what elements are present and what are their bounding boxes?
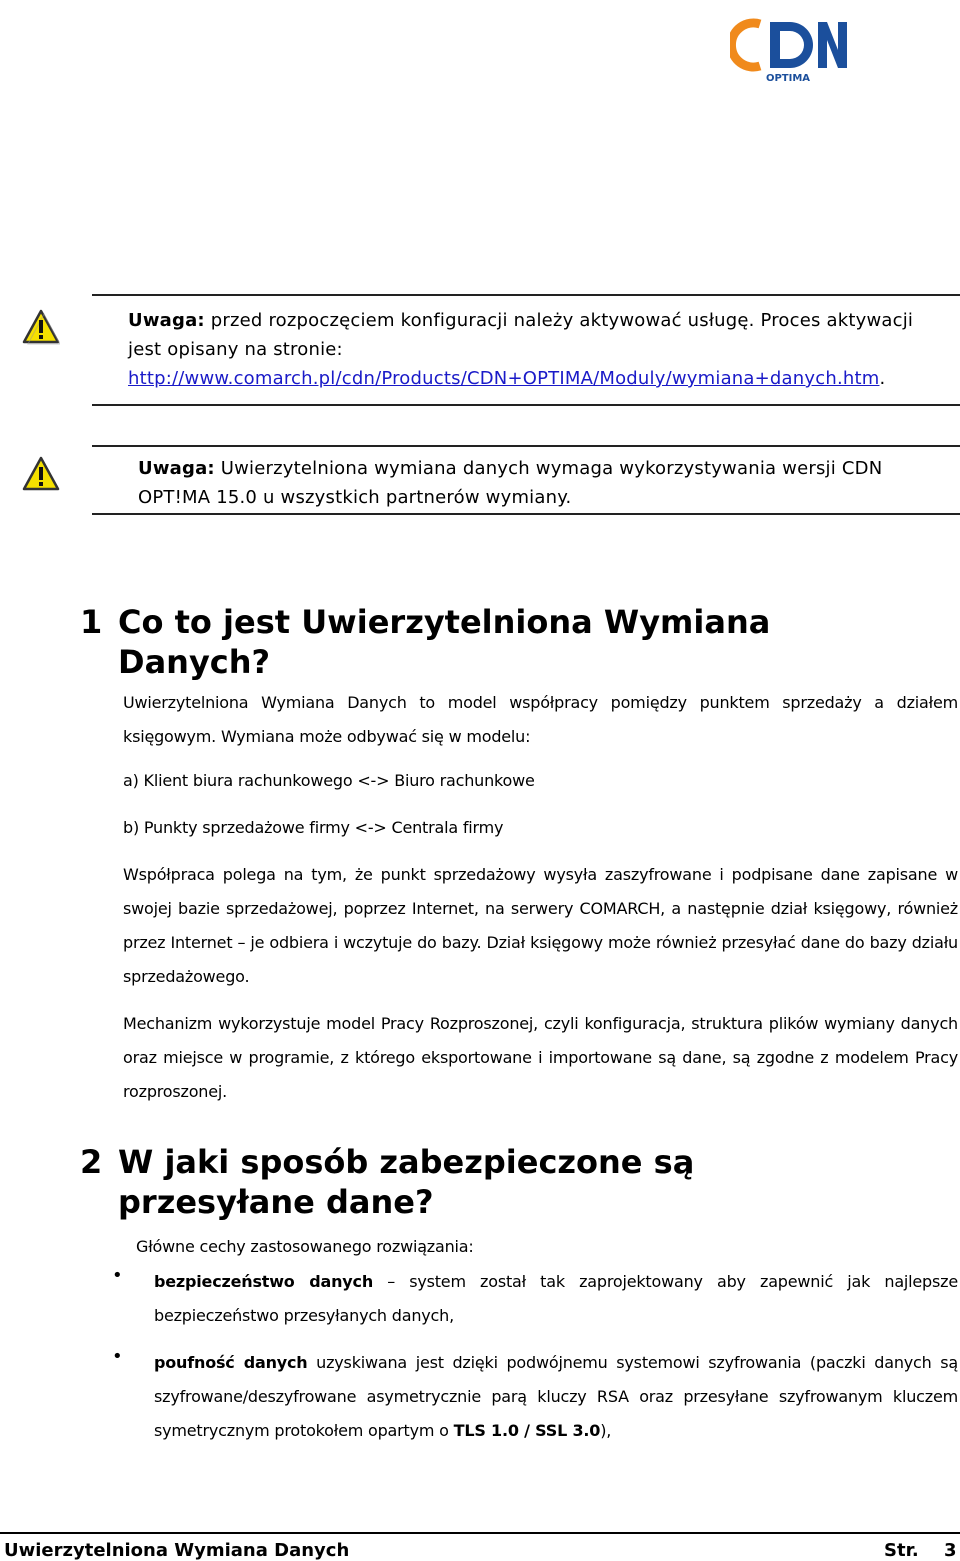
section-number: 1 xyxy=(80,603,103,641)
note-text: Uwierzytelniona wymiana danych wymaga wykorzystywania wersji CDN OPT!MA 15.0 u wszystkich partnerów wymiany. xyxy=(138,458,883,508)
paragraph: Współpraca polega na tym, że punkt sprzedażowy wysyła zaszyfrowane i podpisane dane zapisane w swojej bazie sprzedażowej, poprzez Internet, na serwery COMARCH, a następnie dział księgowy, również przez Internet – je odbiera i wczytuje do bazy. Dział księgowy może również przesyłać dane do bazy działu sprzedażowego. xyxy=(123,865,958,986)
note-label: Uwaga: xyxy=(128,310,205,331)
section-number: 2 xyxy=(80,1143,103,1181)
paragraph: b) Punkty sprzedażowe firmy <-> Centrala firmy xyxy=(123,818,504,837)
bullet-icon: • xyxy=(112,1265,123,1286)
activation-link[interactable]: http://www.comarch.pl/cdn/Products/CDN+OPTIMA/Moduly/wymiana+danych.htm xyxy=(128,368,880,389)
logo-sub-text: OPTIMA xyxy=(765,73,811,84)
section-title: W jaki sposób zabezpieczone są przesyłane dane? xyxy=(118,1143,695,1221)
bullet-icon: • xyxy=(112,1346,123,1367)
warning-note-version xyxy=(92,445,960,515)
page-number: 3 xyxy=(944,1540,957,1561)
paragraph: a) Klient biura rachunkowego <-> Biuro rachunkowe xyxy=(123,771,535,790)
note-label: Uwaga: xyxy=(138,458,215,479)
section-title: Co to jest Uwierzytelniona Wymiana Danych? xyxy=(118,603,771,681)
cdn-optima-logo xyxy=(730,14,850,84)
note-text: przed rozpoczęciem konfiguracji należy aktywować usługę. Proces aktywacji jest opisany na stronie: xyxy=(128,310,914,360)
warning-note-activation: Uwaga: przed rozpoczęciem konfiguracji należy aktywować usługę. Proces aktywacji jest opisany na stronie: http://www.comarch.pl/cdn/Products/CDN+OPTIMA/Moduly/wymiana+danych.htm. xyxy=(92,294,960,406)
page-footer xyxy=(0,1532,960,1561)
footer-title: Uwierzytelniona Wymiana Danych xyxy=(4,1540,350,1561)
warning-icon xyxy=(22,456,60,492)
paragraph: Mechanizm wykorzystuje model Pracy Rozproszonej, czyli konfiguracja, struktura plików wymiany danych oraz miejsce w programie, z którego eksportowane i importowane są dane, są zgodne z modelem Pracy rozproszonej. xyxy=(123,1014,958,1101)
page-label: Str. xyxy=(884,1540,919,1561)
warning-icon xyxy=(22,309,60,345)
paragraph: Główne cechy zastosowanego rozwiązania: xyxy=(136,1237,474,1256)
paragraph: Uwierzytelniona Wymiana Danych to model współpracy pomiędzy punktem sprzedaży a działem księgowym. Wymiana może odbywać się w modelu: xyxy=(123,693,958,746)
